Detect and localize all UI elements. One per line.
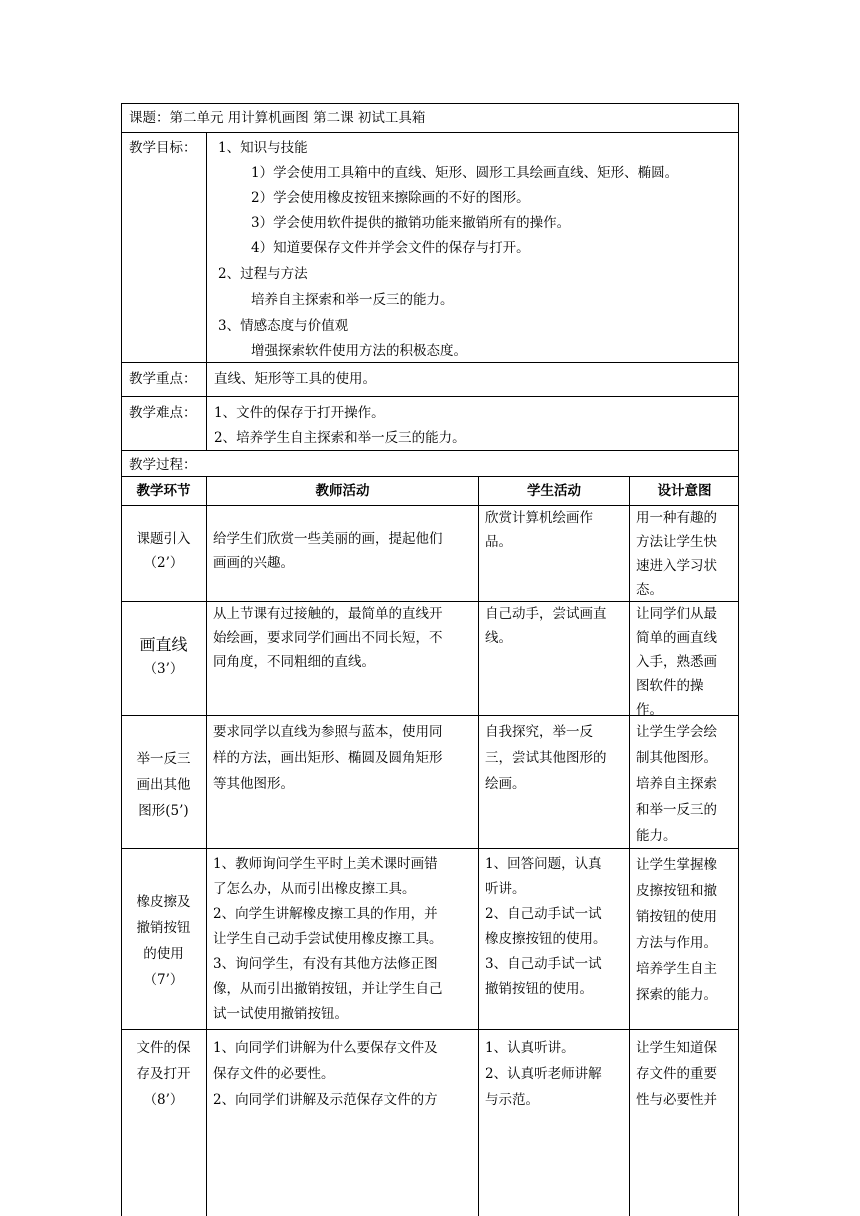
- design-intent: 制其他图形。: [636, 750, 717, 766]
- phase-name: 图形(5’): [138, 803, 189, 819]
- objective-line: 增强探索软件使用方法的积极态度。: [251, 343, 467, 359]
- phase-name: 画出其他: [136, 777, 191, 793]
- student-activity: 2、认真听老师讲解: [485, 1066, 602, 1082]
- column-header-intent: 设计意图: [657, 483, 712, 499]
- student-activity: 品。: [485, 534, 512, 550]
- design-intent: 态。: [636, 582, 663, 598]
- phase-name: 橡皮擦及: [136, 894, 191, 910]
- teacher-activity: 2、向学生讲解橡皮擦工具的作用，并: [213, 906, 438, 922]
- design-intent: 培养自主探索: [636, 776, 717, 792]
- design-intent: 作。: [636, 702, 663, 718]
- teacher-activity: 3、询问学生，有没有其他方法修正图: [213, 956, 438, 972]
- design-intent: 探索的能力。: [636, 987, 717, 1003]
- teacher-activity: 2、向同学们讲解及示范保存文件的方: [213, 1092, 438, 1108]
- student-activity: 3、自己动手试一试: [485, 956, 602, 972]
- design-intent: 让同学们从最: [636, 606, 717, 622]
- lesson-plan-page: [121, 103, 739, 1216]
- column-header-phase: 教学环节: [136, 483, 191, 499]
- phase-name: 撤销按钮: [136, 920, 191, 936]
- page-title: 课题：第二单元 用计算机画图 第二课 初试工具箱: [129, 110, 426, 126]
- key-points-text: 直线、矩形等工具的使用。: [214, 371, 376, 387]
- key-points-label: 教学重点：: [129, 371, 197, 387]
- student-activity: 线。: [485, 630, 512, 646]
- design-intent: 图软件的操: [636, 678, 704, 694]
- teacher-activity: 给学生们欣赏一些美丽的画，提起他们: [213, 531, 443, 547]
- phase-time: （3’）: [143, 661, 184, 677]
- teacher-activity: 样的方法，画出矩形、椭圆及圆角矩形: [213, 750, 443, 766]
- teacher-activity: 让学生自己动手尝试使用橡皮擦工具。: [213, 931, 443, 947]
- teacher-activity: 试一试使用撤销按钮。: [213, 1006, 348, 1022]
- phase-time: （2’）: [143, 555, 184, 571]
- objective-line: 3）学会使用软件提供的撤销功能来撤销所有的操作。: [251, 215, 571, 231]
- design-intent: 速进入学习状: [636, 558, 717, 574]
- phase-time: （7’）: [143, 972, 184, 988]
- column-header-teacher: 教师活动: [315, 483, 370, 499]
- student-activity: 撤销按钮的使用。: [485, 981, 593, 997]
- teacher-activity: 从上节课有过接触的，最简单的直线开: [213, 606, 443, 622]
- teacher-activity: 始绘画，要求同学们画出不同长短，不: [213, 630, 443, 646]
- objective-line: 培养自主探索和举一反三的能力。: [251, 292, 454, 308]
- column-header-student: 学生活动: [527, 483, 581, 499]
- objective-line: 1）学会使用工具箱中的直线、矩形、圆形工具绘画直线、矩形、椭圆。: [251, 165, 679, 181]
- design-intent: 存文件的重要: [636, 1066, 717, 1082]
- process-label: 教学过程：: [129, 457, 197, 473]
- design-intent: 销按钮的使用: [636, 909, 717, 925]
- objective-line: 2、过程与方法: [218, 266, 308, 282]
- objective-line: 4）知道要保存文件并学会文件的保存与打开。: [251, 240, 530, 256]
- design-intent: 方法与作用。: [636, 935, 717, 951]
- student-activity: 自我探究，举一反: [485, 724, 593, 740]
- student-activity: 绘画。: [485, 776, 526, 792]
- difficulties-label: 教学难点：: [129, 405, 197, 421]
- objective-line: 3、情感态度与价值观: [218, 318, 349, 334]
- objective-line: 2）学会使用橡皮按钮来擦除画的不好的图形。: [251, 190, 530, 206]
- design-intent: 皮擦按钮和撤: [636, 883, 717, 899]
- phase-name: 存及打开: [136, 1066, 191, 1082]
- design-intent: 和举一反三的: [636, 802, 717, 818]
- design-intent: 培养学生自主: [636, 961, 717, 977]
- design-intent: 用一种有趣的: [636, 510, 717, 526]
- student-activity: 橡皮擦按钮的使用。: [485, 931, 607, 947]
- teacher-activity: 等其他图形。: [213, 776, 294, 792]
- design-intent: 能力。: [636, 828, 677, 844]
- teacher-activity: 画画的兴趣。: [213, 555, 294, 571]
- design-intent: 让学生掌握橡: [636, 857, 717, 873]
- teacher-activity: 1、向同学们讲解为什么要保存文件及: [213, 1040, 438, 1056]
- teacher-activity: 1、教师询问学生平时上美术课时画错: [213, 856, 438, 872]
- teacher-activity: 同角度，不同粗细的直线。: [213, 654, 375, 670]
- design-intent: 方法让学生快: [636, 534, 717, 550]
- student-activity: 1、回答问题，认真: [485, 856, 602, 872]
- design-intent: 性与必要性并: [636, 1092, 717, 1108]
- objective-line: 1、知识与技能: [218, 140, 308, 156]
- phase-name: 课题引入: [136, 531, 191, 547]
- design-intent: 简单的画直线: [636, 630, 717, 646]
- student-activity: 与示范。: [485, 1092, 539, 1108]
- objectives-label: 教学目标：: [129, 140, 197, 156]
- phase-name: 举一反三: [136, 751, 191, 767]
- student-activity: 1、认真听讲。: [485, 1040, 575, 1056]
- design-intent: 让学生知道保: [636, 1040, 717, 1056]
- phase-name: 文件的保: [136, 1040, 191, 1056]
- teacher-activity: 了怎么办，从而引出橡皮擦工具。: [213, 881, 416, 897]
- teacher-activity: 像，从而引出撤销按钮，并让学生自己: [213, 981, 443, 997]
- student-activity: 听讲。: [485, 881, 526, 897]
- phase-time: （8’）: [143, 1092, 184, 1108]
- student-activity: 自己动手，尝试画直: [485, 606, 607, 622]
- teacher-activity: 要求同学以直线为参照与蓝本，使用同: [213, 724, 443, 740]
- teacher-activity: 保存文件的必要性。: [213, 1066, 335, 1082]
- design-intent: 让学生学会绘: [636, 724, 717, 740]
- phase-name: 的使用: [143, 946, 184, 962]
- phase-name: 画直线: [139, 635, 188, 654]
- difficulty-line: 2、培养学生自主探索和举一反三的能力。: [214, 430, 466, 446]
- student-activity: 欣赏计算机绘画作: [485, 510, 593, 526]
- student-activity: 2、自己动手试一试: [485, 906, 602, 922]
- student-activity: 三，尝试其他图形的: [485, 750, 607, 766]
- difficulty-line: 1、文件的保存于打开操作。: [214, 405, 385, 421]
- design-intent: 入手，熟悉画: [636, 654, 717, 670]
